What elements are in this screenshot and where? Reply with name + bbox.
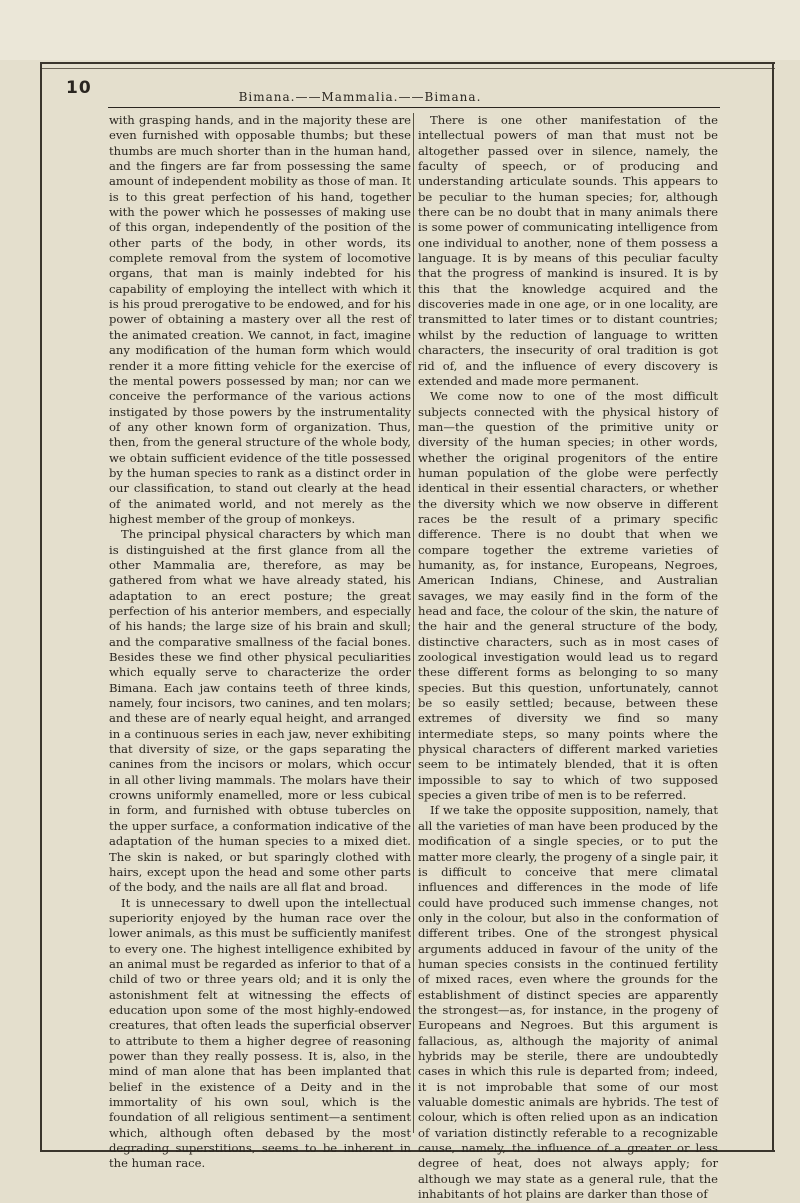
paragraph: We come now to one of the most difficult subjects connected with the physical history of man—the question of the primitive unity or diversity of the human species; in other words, whether the original progenitors of the entire human population of the globe were perfectly identical in their essential characters, or whether the diversity which we now observe in different races be the result of a primary specific difference. There is no doubt that when we compare together the extreme varieties of humanity, as, for instance, Europeans, Negroes, American Indians, Chinese, and Australian savages, we may easily find in the form of the head and face, the colour of the skin, the nature of the hair and the general structure of the body, distinctive characters, such as in most cases of zoological investigation would lead us to regard these different forms as belonging to so many species. But this question, unfortunately, cannot be so easily settled; because, between these extremes of diversity we find so many intermediate steps, so many points where the physical characters of different marked varieties seem to be intimately blended, that it is often impossible to say to which of two supposed species a given tribe of men is to be referred. [418,389,718,803]
frame-border-right [772,62,774,1152]
frame-border-top-inner [40,68,775,69]
paragraph: with grasping hands, and in the majority these are even furnished with opposable thumbs; but these thumbs are much shorter than in the human hand, and the fingers are far from possessing the same amount of independent mobility as those of man. It is to this great perfection of his hand, together with the power which he possesses of making use of this organ, independently of the position of the other parts of the body, in other words, its complete removal from the system of locomotive organs, that man is mainly indebted for his capability of employing the intellect with which it is his proud prerogative to be endowed, and for his power of obtaining a mastery over all the rest of the animated creation. We cannot, in fact, imagine any modification of the human form which would render it a more fitting vehicle for the exercise of the mental powers possessed by man; nor can we conceive the performance of the various actions instigated by those powers by the instrumentality of any other known form of organization. Thus, then, from the general structure of the whole body, we obtain sufficient evidence of the title possessed by the human species to rank as a distinct order in our classification, to stand out clearly at the head of the animated world, and not merely as the highest member of the group of monkeys. [109,113,411,526]
paragraph: There is one other manifestation of the intellectual powers of man that must not be altogether passed over in silence, namely, the faculty of speech, or of producing and understanding articulate sounds. This appears to be peculiar to the human species; for, although there can be no doubt that in many animals there is some power of communicating intelligence from one individual to another, none of them possess a language. It is by means of this peculiar faculty that the progress of mankind is insured. It is by this that the knowledge acquired and the discoveries made in one age, or in one locality, are transmitted to later times or to distant countries; whilst by the reduction of language to written characters, the insecurity of oral tradition is got rid of, and the influence of every discovery is extended and made more permanent. [418,113,718,388]
header-rule [108,107,720,108]
page-number: 10 [66,78,92,98]
column-divider [413,113,414,1133]
frame-border-left [40,62,42,1152]
page-margin-top [0,0,800,60]
paragraph: It is unnecessary to dwell upon the intellectual superiority enjoyed by the human race over the lower animals, as this must be sufficiently manifest to every one. The highest intelligence exhibited by an animal must be regarded as inferior to that of a child of two or three years old; and it is only the astonishment felt at witnessing the effects of education upon some of the most highly-endowed creatures, that often leads the superficial observer to attribute to them a higher degree of reasoning power than they really possess. It is, also, in the mind of man alone that has been implanted that belief in the existence of a Deity and in the immortality of his own soul, which is the foundation of all religious sentiment—a sentiment which, although often debased by the most degrading superstitions, seems to be inherent in the human race. [109,895,411,1171]
running-head: Bimana.——Mammalia.——Bimana. [238,90,482,104]
right-column [418,113,718,1202]
frame-border-top [40,62,775,64]
paragraph: The principal physical characters by which man is distinguished at the first glance from all the other Mammalia are, therefore, as may be gathered from what we have already stated, his adaptation to an erect posture; the great perfection of his anterior members, and especially of his hands; the large size of his brain and skull; and the comparative smallness of the facial bones. Besides these we find other physical peculiarities which equally serve to characterize the order Bimana. Each jaw contains teeth of three kinds, namely, four incisors, two canines, and ten molars; and these are of nearly equal height, and arranged in a continuous series in each jaw, never exhibiting that diversity of size, or the gaps separating the canines from the incisors or molars, which occur in all other living mammals. The molars have their crowns uniformly enamelled, more or less cubical in form, and furnished with obtuse tubercles on the upper surface, a conformation indicative of the adaptation of the human species to a mixed diet. The skin is naked, or but sparingly clothed with hairs, except upon the head and some other parts of the body, and the nails are all flat and broad. [109,527,411,895]
left-column [109,113,411,1172]
paragraph: If we take the opposite supposition, namely, that all the varieties of man have been produced by the modification of a single species, or to put the matter more clearly, the progeny of a single pair, it is difficult to conceive that mere climatal influences and differences in the mode of life could have produced such immense changes, not only in the colour, but also in the conformation of different tribes. One of the strongest physical arguments adduced in favour of the unity of the human species consists in the continued fertility of mixed races, even where the grounds for the establishment of distinct species are apparently the strongest—as, for instance, in the progeny of Europeans and Negroes. But this argument is fallacious, as, although the majority of animal hybrids may be sterile, there are undoubtedly cases in which this rule is departed from; indeed, it is not improbable that some of our most valuable domestic animals are hybrids. The test of colour, which is often relied upon as an indication of variation distinctly referable to a recognizable cause, namely, the influence of a greater or less degree of heat, does not always apply; for although we may state as a general rule, that the inhabitants of hot plains are darker than those of [418,803,718,1202]
